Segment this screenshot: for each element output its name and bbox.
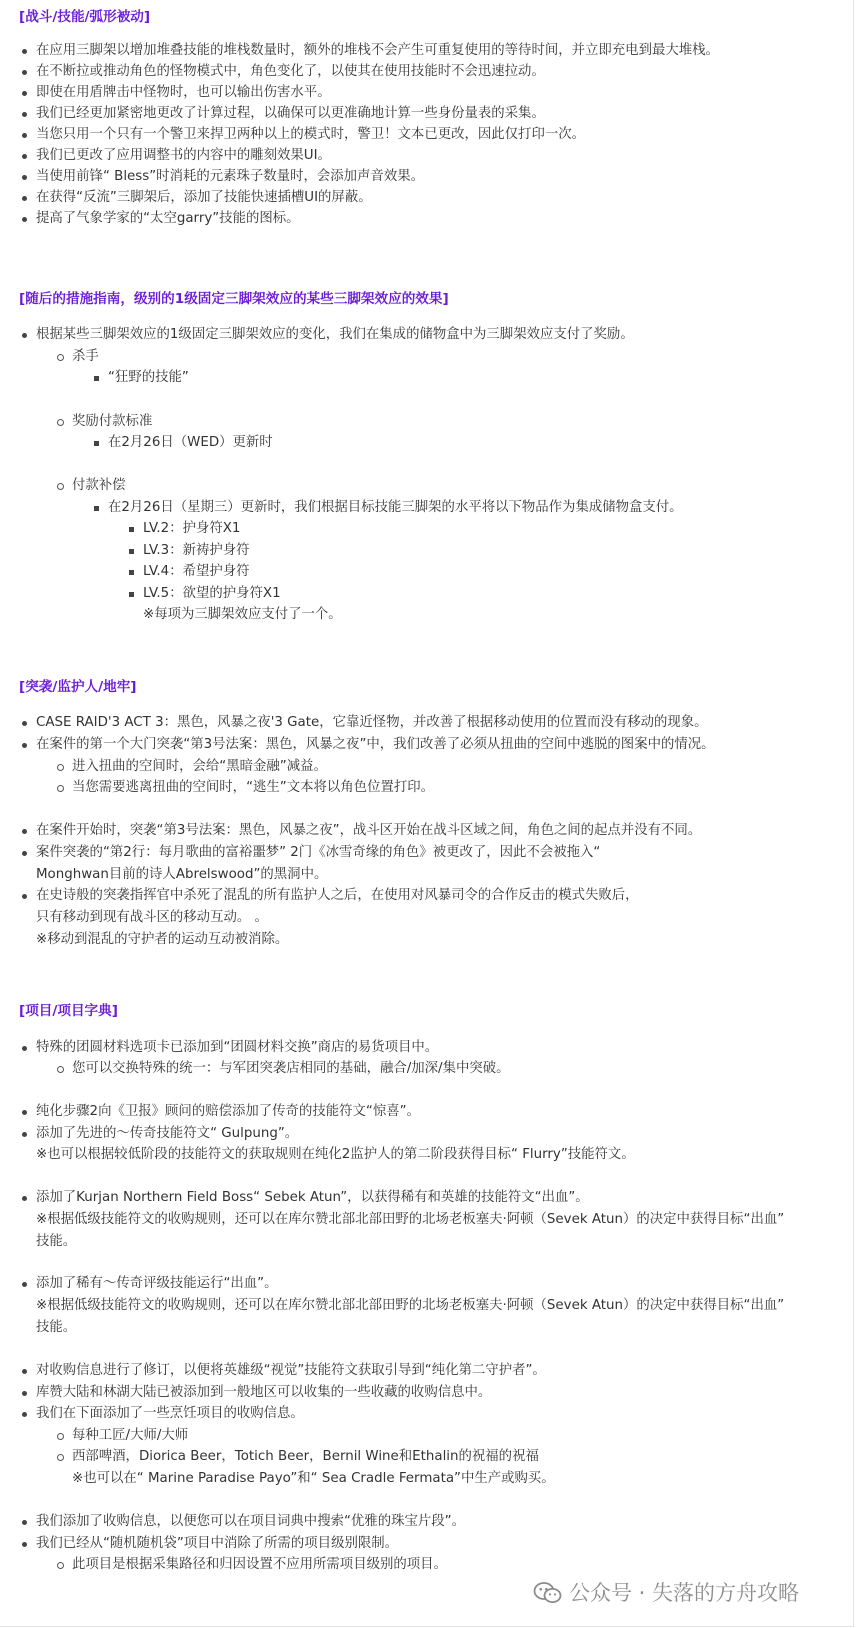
note-text: ※每项为三脚架效应支付了一个。	[143, 607, 342, 622]
list-item-continuation: Monghwan目前的诗人Abrelswood”的黑洞中。	[36, 867, 328, 882]
list-item: 我们已经更加紧密地更改了计算过程，以确保可以更准确地计算一些身份量表的采集。	[36, 103, 545, 125]
list-item: 在不断拉或推动角色的怪物模式中，角色变化了，以使其在使用技能时不会迅速拉动。	[36, 61, 545, 83]
sub-sub-list-item: 在2月26日（星期三）更新时，我们根据目标技能三脚架的水平将以下物品作为集成储物盒支付。	[108, 497, 683, 519]
list-item: 在案件开始时，突袭“第3号法案：黑色，风暴之夜”，战斗区开始在战斗区域之间，角色之间的起点并没有不同。	[36, 820, 701, 842]
list-item: 我们已经从“随机随机袋”项目中消除了所需的项目级别限制。	[36, 1533, 398, 1555]
note-text: ※移动到混乱的守护者的运动互动被消除。	[36, 932, 289, 947]
list-item: 在史诗般的突袭指挥官中杀死了混乱的所有监护人之后，在使用对风暴司令的合作反击的模式失败后，	[36, 885, 639, 907]
section-heading-tripod: [随后的措施指南，级别的1级固定三脚架效应的某些三脚架效应的效果]	[19, 291, 449, 307]
note-text-continuation: 技能。	[36, 1320, 77, 1335]
watermark	[533, 1578, 799, 1608]
list-item: CASE RAID'3 ACT 3：黑色，风暴之夜'3 Gate，它靠近怪物，并改善了根据移动使用的位置而没有移动的现象。	[36, 712, 708, 734]
sub-list-item: 当您需要逃离扭曲的空间时，“逃生”文本将以角色位置打印。	[72, 777, 434, 799]
list-item: 提高了气象学家的“太空garry”技能的图标。	[36, 208, 300, 230]
sub-list-item: 此项目是根据采集路径和归因设置不应用所需项目级别的项目。	[72, 1554, 447, 1576]
level-item: LV.5：欲望的护身符X1	[143, 583, 281, 605]
list-item: 即使在用盾牌击中怪物时，也可以输出伤害水平。	[36, 82, 331, 104]
sub-sub-list-item: “狂野的技能”	[108, 367, 189, 389]
note-text: ※也可以在“ Marine Paradise Payo”和“ Sea Cradle Fermata”中生产或购买。	[72, 1471, 555, 1486]
wechat-icon	[533, 1581, 563, 1605]
list-item: 特殊的团圆材料选项卡已添加到“团圆材料交换”商店的易货项目中。	[36, 1037, 438, 1059]
list-item: 添加了Kurjan Northern Field Boss“ Sebek Atun”，以获得稀有和英雄的技能符文“出血”。	[36, 1187, 589, 1209]
sub-list-item: 每种工匠/大师/大师	[72, 1425, 188, 1447]
sub-list-item: 您可以交换特殊的统一：与军团突袭店相同的基础，融合/加深/集中突破。	[72, 1058, 510, 1080]
list-item: 添加了稀有〜传奇评级技能运行“出血”。	[36, 1273, 278, 1295]
list-item: 根据某些三脚架效应的1级固定三脚架效应的变化，我们在集成的储物盒中为三脚架效应支付了奖励。	[36, 324, 634, 346]
list-item: 添加了先进的〜传奇技能符文“ Gulpung”。	[36, 1123, 298, 1145]
list-item: 案件突袭的“第2行：每月歌曲的富裕噩梦” 2门《冰雪奇缘的角色》被更改了，因此不会被拖入“	[36, 842, 600, 864]
sub-list-item: 进入扭曲的空间时，会给“黑暗金融”减益。	[72, 756, 327, 778]
note-text: ※根据低级技能符文的收购规则，还可以在库尔赞北部北部田野的北场老板塞夫·阿顿（Sevek Atun）的决定中获得目标“出血”	[36, 1298, 785, 1313]
note-text: ※根据低级技能符文的收购规则，还可以在库尔赞北部北部田野的北场老板塞夫·阿顿（Sevek Atun）的决定中获得目标“出血”	[36, 1212, 785, 1227]
list-item: 对收购信息进行了修订，以便将英雄级“视觉”技能符文获取引导到“纯化第二守护者”。	[36, 1360, 546, 1382]
sub-list-item: 付款补偿	[72, 475, 126, 497]
note-text-continuation: 技能。	[36, 1234, 77, 1249]
level-item: LV.4：希望护身符	[143, 561, 250, 583]
list-item: 我们在下面添加了一些烹饪项目的收购信息。	[36, 1403, 304, 1425]
list-item: 在获得“反流”三脚架后，添加了技能快速插槽UI的屏蔽。	[36, 187, 372, 209]
sub-list-item: 杀手	[72, 346, 99, 368]
section-heading-raid: [突袭/监护人/地牢]	[19, 679, 137, 695]
list-item: 当您只用一个只有一个警卫来捍卫两种以上的模式时，警卫！文本已更改，因此仅打印一次。	[36, 124, 585, 146]
sub-sub-list-item: 在2月26日（WED）更新时	[108, 432, 273, 454]
level-item: LV.3：新祷护身符	[143, 540, 250, 562]
section-heading-items: [项目/项目字典]	[19, 1003, 118, 1019]
level-item: LV.2：护身符X1	[143, 518, 240, 540]
list-item: 在案件的第一个大门突袭“第3号法案：黑色，风暴之夜”中，我们改善了必须从扭曲的空间中逃脱的图案中的情况。	[36, 734, 715, 756]
note-text: ※也可以根据较低阶段的技能符文的获取规则在纯化2监护人的第二阶段获得目标“ Flurry”技能符文。	[36, 1147, 635, 1162]
list-item: 库赞大陆和林湖大陆已被添加到一般地区可以收集的一些收藏的收购信息中。	[36, 1382, 491, 1404]
watermark-text: 公众号 · 失落的方舟攻略	[569, 1581, 800, 1605]
section-heading-combat: [战斗/技能/弧形被动]	[19, 9, 151, 25]
sub-list-item: 西部啤酒，Diorica Beer，Totich Beer，Bernil Wine和Ethalin的祝福的祝福	[72, 1446, 539, 1468]
list-item: 纯化步骤2向《卫报》顾问的赔偿添加了传奇的技能符文“惊喜”。	[36, 1101, 420, 1123]
list-item: 我们添加了收购信息，以便您可以在项目词典中搜索“优雅的珠宝片段”。	[36, 1511, 465, 1533]
list-item: 我们已更改了应用调整书的内容中的雕刻效果UI。	[36, 145, 331, 167]
sub-list-item: 奖励付款标准	[72, 411, 152, 433]
list-item: 在应用三脚架以增加堆叠技能的堆栈数量时，额外的堆栈不会产生可重复使用的等待时间，并立即充电到最大堆栈。	[36, 40, 719, 62]
list-item: 当使用前锋“ Bless”时消耗的元素珠子数量时，会添加声音效果。	[36, 166, 424, 188]
list-item-continuation: 只有移动到现有战斗区的移动互动。 。	[36, 910, 268, 925]
